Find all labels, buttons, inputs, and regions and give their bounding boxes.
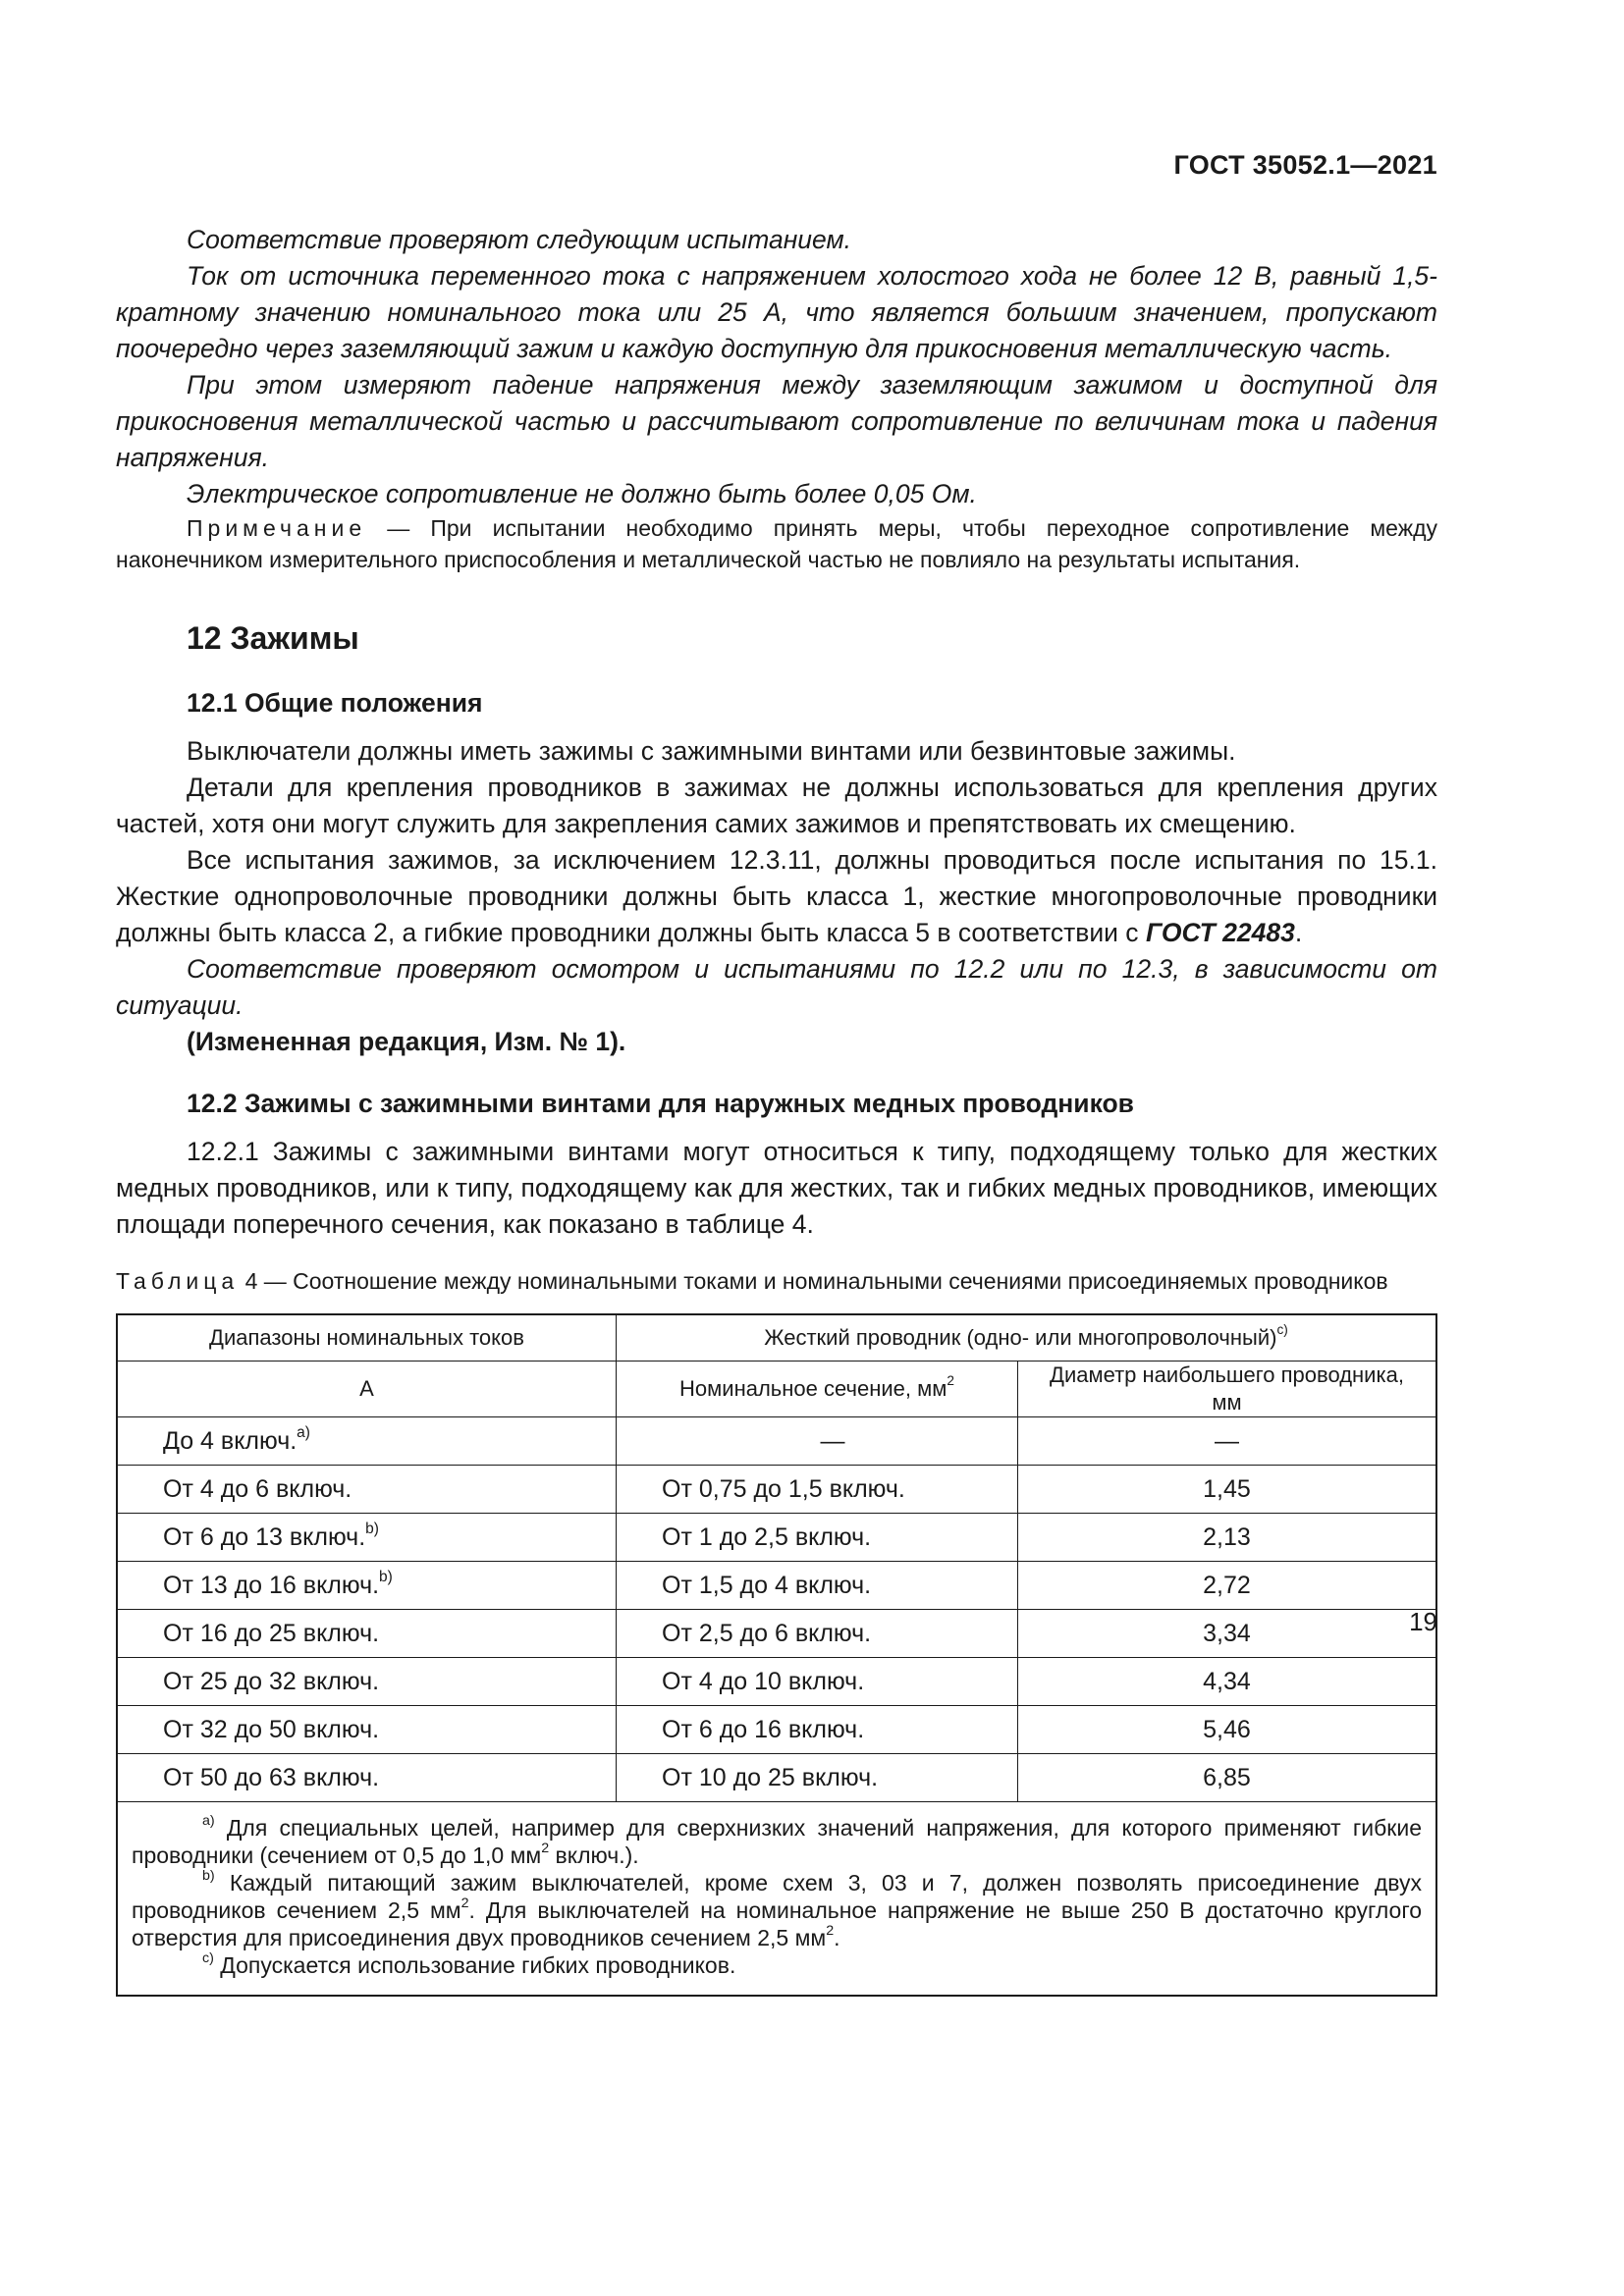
header-rigid-conductor <box>617 1314 1437 1362</box>
table-row <box>117 1417 1436 1466</box>
cell-current-range <box>117 1466 617 1514</box>
note <box>116 512 1437 575</box>
cell-nominal-section: От 0,75 до 1,5 включ. <box>617 1466 1018 1514</box>
current-range-footnote-mark: a) <box>297 1423 310 1441</box>
cell-current-range <box>117 1658 617 1706</box>
header-nominal-section-sup: 2 <box>947 1372 954 1388</box>
table-row <box>117 1658 1436 1706</box>
footnote-b-text-1: Каждый питающий зажим выключателей, кроме схем 3, 03 и 7, должен позволять присоединение двух проводников сечением 2,5 мм <box>132 1870 1422 1923</box>
cell-current-range <box>117 1610 617 1658</box>
amendment-note: (Измененная редакция, Изм. № 1). <box>187 1027 626 1056</box>
subsection-12-1-paragraph-4: Соответствие проверяют осмотром и испытаниями по 12.2 или по 12.3, в зависимости от ситуации. <box>116 954 1437 1020</box>
subsection-title-12-1: 12.1 Общие положения <box>187 688 483 718</box>
cell-current-range <box>117 1562 617 1610</box>
cell-nominal-section: От 10 до 25 включ. <box>617 1754 1018 1802</box>
cell-max-diameter: 4,34 <box>1018 1658 1437 1706</box>
subsection-12-1-paragraph-3 <box>116 842 1437 951</box>
footnote-c-text: Допускается использование гибких проводников. <box>213 1952 736 1978</box>
table-row <box>117 1610 1436 1658</box>
cell-nominal-section: — <box>617 1417 1018 1466</box>
footnote-b <box>132 1869 1422 1951</box>
current-range-footnote-mark: b) <box>365 1520 379 1537</box>
current-range-text: От 6 до 13 включ. <box>163 1523 366 1551</box>
table-caption-label: Таблица <box>116 1268 240 1294</box>
current-range-text: От 4 до 6 включ. <box>163 1475 352 1503</box>
intro-paragraph-4: Электрическое сопротивление не должно быть более 0,05 Ом. <box>187 479 977 508</box>
document-standard-number: ГОСТ 35052.1—2021 <box>1173 150 1437 180</box>
cell-nominal-section: От 1,5 до 4 включ. <box>617 1562 1018 1610</box>
table-header-row-1 <box>117 1314 1436 1362</box>
table-caption <box>116 1268 1437 1295</box>
header-unit-ampere: А <box>117 1362 617 1417</box>
current-range-text: До 4 включ. <box>163 1427 298 1455</box>
footnote-b-text-2: . Для выключателей на номинальное напряжение не выше 250 В достаточно круглого отверстия для присоединения двух проводников сечением 2,5 мм <box>132 1897 1422 1950</box>
current-range-text: От 32 до 50 включ. <box>163 1716 380 1743</box>
footnote-c <box>132 1951 1422 1979</box>
table-footnotes <box>117 1802 1436 1997</box>
current-range-text: От 13 до 16 включ. <box>163 1572 380 1599</box>
footnote-a-sup: 2 <box>541 1840 550 1856</box>
cell-max-diameter: 6,85 <box>1018 1754 1437 1802</box>
cell-nominal-section: От 6 до 16 включ. <box>617 1706 1018 1754</box>
footnote-b-text-3: . <box>834 1925 840 1950</box>
header-max-diameter: Диаметр наибольшего проводника, мм <box>1018 1362 1437 1417</box>
page-content <box>116 222 1437 1997</box>
cell-nominal-section: От 4 до 10 включ. <box>617 1658 1018 1706</box>
note-label: Примечание <box>187 515 367 541</box>
cell-current-range <box>117 1417 617 1466</box>
section-title: 12 Зажимы <box>187 620 359 656</box>
cell-max-diameter: 3,34 <box>1018 1610 1437 1658</box>
footnote-a-text-2: включ.). <box>549 1842 639 1868</box>
gost-22483-reference: ГОСТ 22483 <box>1145 918 1295 947</box>
header-rigid-conductor-footnote-mark: c) <box>1276 1321 1288 1337</box>
cell-max-diameter: 5,46 <box>1018 1706 1437 1754</box>
cell-max-diameter: 1,45 <box>1018 1466 1437 1514</box>
footnote-b-mark: b) <box>202 1867 215 1884</box>
table-row <box>117 1466 1436 1514</box>
intro-paragraph-3: При этом измеряют падение напряжения между заземляющим зажимом и доступной для прикосновения металлической частью и рассчитывают сопротивление по величинам тока и падения напряжения. <box>116 370 1437 472</box>
footnote-c-mark: c) <box>202 1949 214 1966</box>
paragraph-3-end: . <box>1294 918 1303 947</box>
intro-paragraph-2: Ток от источника переменного тока с напряжением холостого хода не более 12 В, равный 1,5-кратному значению номинального тока или 25 А, что является большим значением, пропускают поочередно через заземляющий зажим и каждую доступную для прикосновения металлическую часть. <box>116 261 1437 363</box>
table-4 <box>116 1313 1437 1997</box>
current-range-text: От 50 до 63 включ. <box>163 1764 380 1791</box>
cell-max-diameter: 2,72 <box>1018 1562 1437 1610</box>
table-row <box>117 1706 1436 1754</box>
subsection-title-12-2: 12.2 Зажимы с зажимными винтами для наружных медных проводников <box>187 1089 1134 1118</box>
cell-current-range <box>117 1754 617 1802</box>
header-current-ranges: Диапазоны номинальных токов <box>117 1314 617 1362</box>
cell-max-diameter: 2,13 <box>1018 1514 1437 1562</box>
footnote-a <box>132 1814 1422 1869</box>
table-row <box>117 1514 1436 1562</box>
intro-paragraph-1: Соответствие проверяют следующим испытанием. <box>187 225 852 254</box>
current-range-footnote-mark: b) <box>379 1568 393 1585</box>
note-text: — При испытании необходимо принять меры, чтобы переходное сопротивление между наконечником измерительного приспособления и металлической частью не повлияло на результаты испытания. <box>116 515 1437 572</box>
cell-max-diameter: — <box>1018 1417 1437 1466</box>
table-header-row-2 <box>117 1362 1436 1417</box>
header-nominal-section <box>617 1362 1018 1417</box>
footnote-a-mark: a) <box>202 1812 215 1829</box>
table-row <box>117 1754 1436 1802</box>
cell-nominal-section: От 1 до 2,5 включ. <box>617 1514 1018 1562</box>
header-nominal-section-text: Номинальное сечение, мм <box>679 1376 947 1401</box>
header-rigid-conductor-text: Жесткий проводник (одно- или многопроволочный) <box>764 1325 1277 1350</box>
page-number: 19 <box>1409 1607 1437 1636</box>
table-body <box>117 1417 1436 1802</box>
footnote-a-text-1: Для специальных целей, например для сверхнизких значений напряжения, для которого применяют гибкие проводники (сечением от 0,5 до 1,0 мм <box>132 1815 1422 1868</box>
table-footnotes-row <box>117 1802 1436 1997</box>
subsection-12-2-paragraph-1: 12.2.1 Зажимы с зажимными винтами могут относиться к типу, подходящему только для жестких медных проводников, или к типу, подходящему как для жестких, так и гибких медных проводников, имеющих площади поперечного сечения, как показано в таблице 4. <box>116 1137 1437 1239</box>
cell-current-range <box>117 1706 617 1754</box>
table-row <box>117 1562 1436 1610</box>
footnote-b-sup-2: 2 <box>826 1922 835 1939</box>
current-range-text: От 16 до 25 включ. <box>163 1620 380 1647</box>
paragraph-3-text: Все испытания зажимов, за исключением 12.3.11, должны проводиться после испытания по 15.1. Жесткие однопроволочные проводники должны быть класса 1, жесткие многопроволочные проводники должны быть класса 2, а гибкие проводники должны быть класса 5 в соответствии с <box>116 845 1437 947</box>
current-range-text: От 25 до 32 включ. <box>163 1668 380 1695</box>
cell-nominal-section: От 2,5 до 6 включ. <box>617 1610 1018 1658</box>
subsection-12-1-paragraph-1: Выключатели должны иметь зажимы с зажимными винтами или безвинтовые зажимы. <box>187 736 1236 766</box>
table-caption-text: 4 — Соотношение между номинальными токами и номинальными сечениями присоединяемых проводников <box>239 1268 1388 1294</box>
footnote-b-sup-1: 2 <box>460 1895 469 1911</box>
subsection-12-1-paragraph-2: Детали для крепления проводников в зажимах не должны использоваться для крепления других частей, хотя они могут служить для закрепления самих зажимов и препятствовать их смещению. <box>116 773 1437 838</box>
cell-current-range <box>117 1514 617 1562</box>
